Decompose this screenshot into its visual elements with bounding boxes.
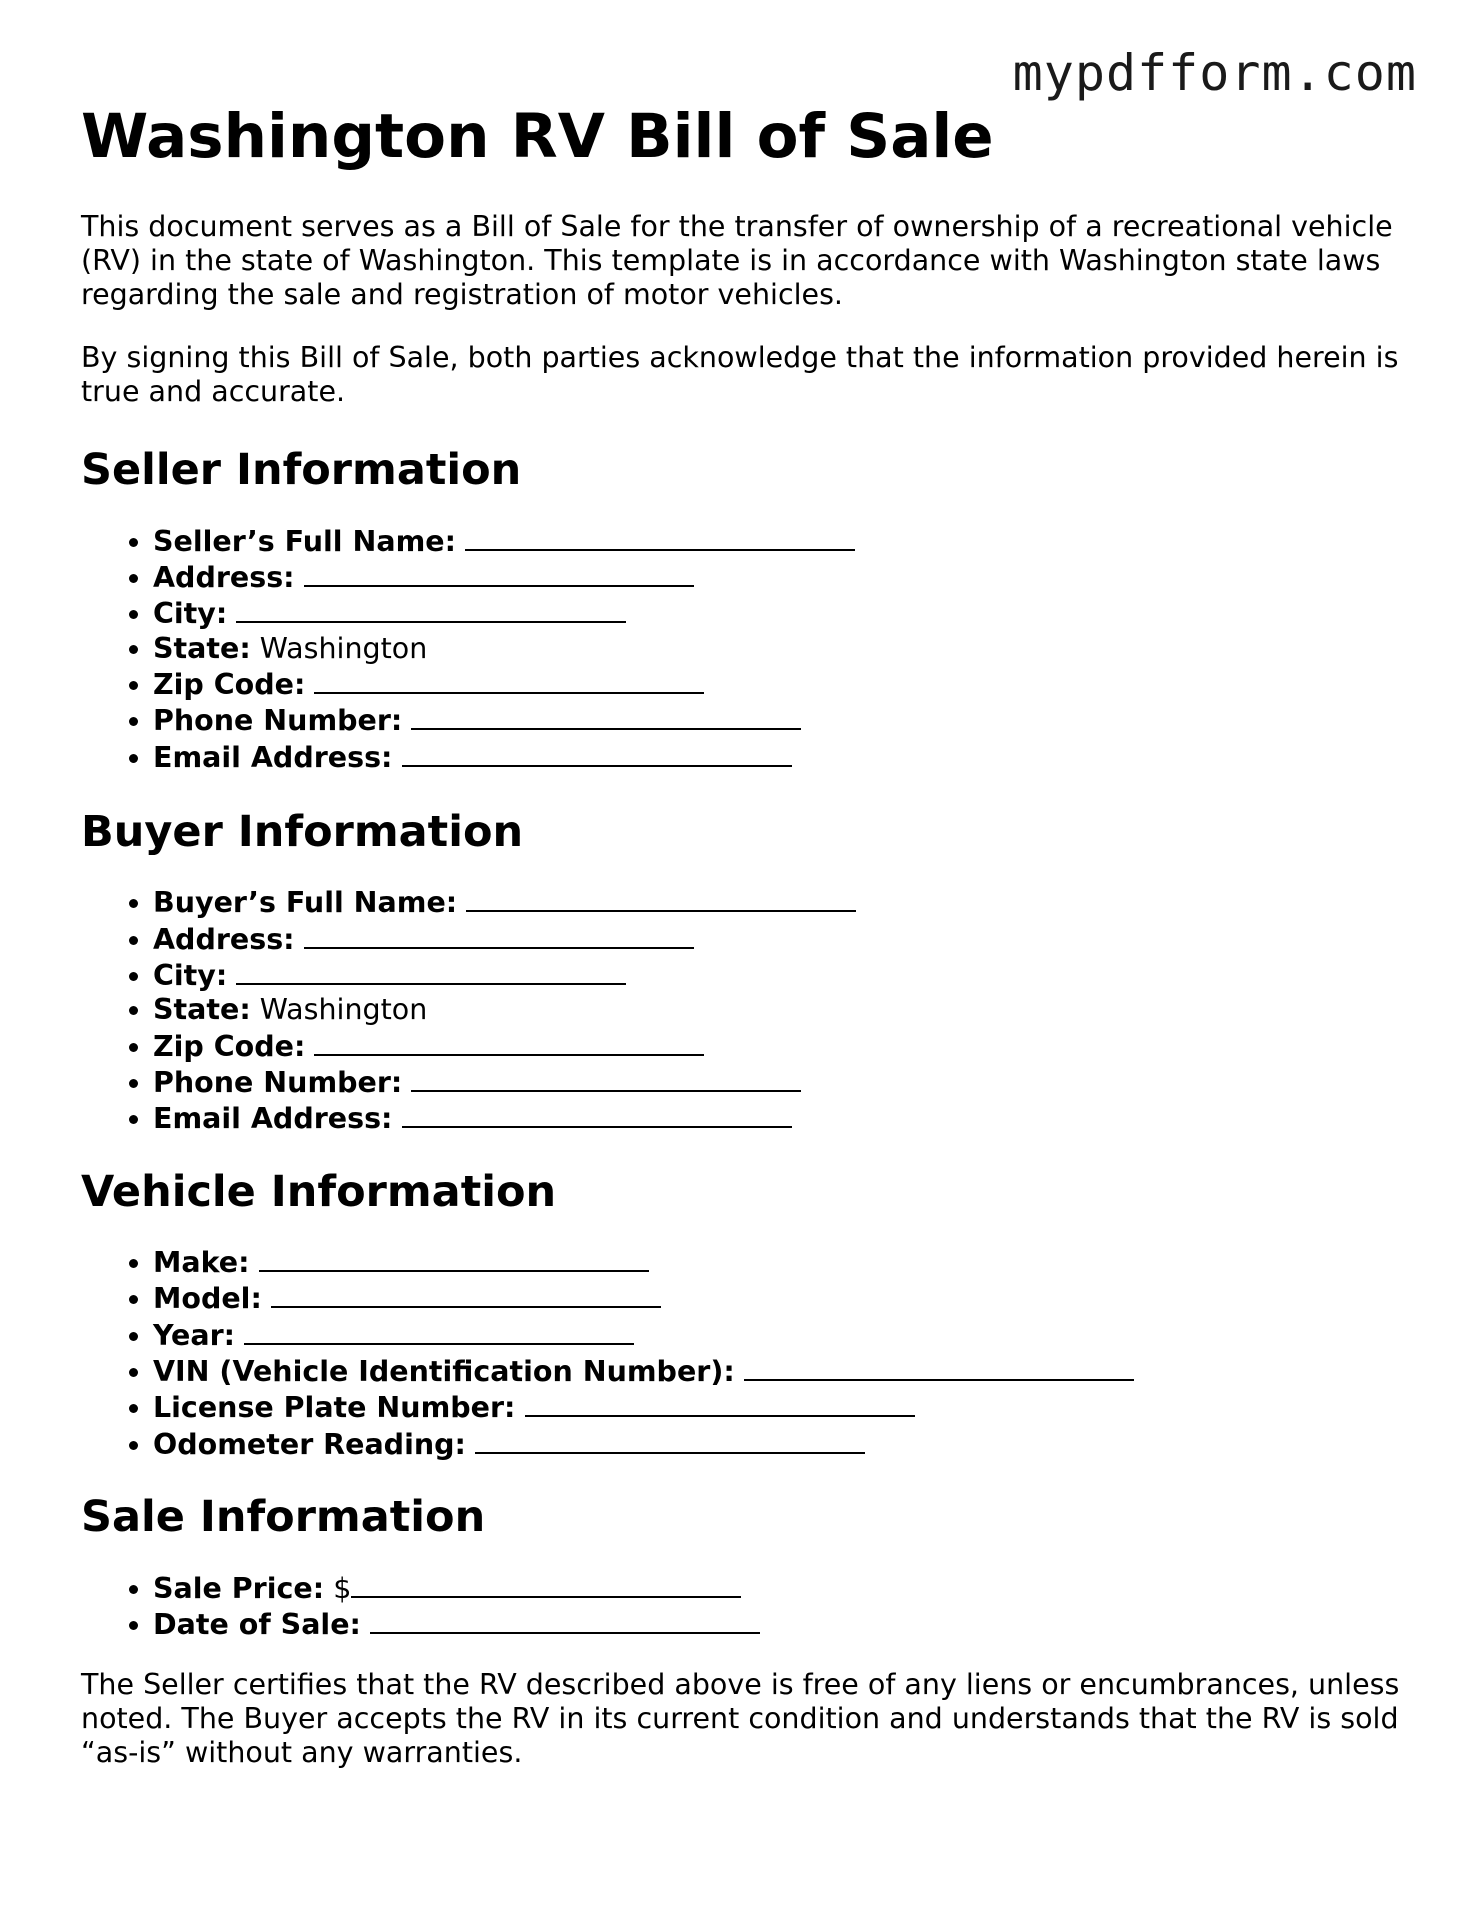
seller-heading: Seller Information (81, 445, 522, 496)
seller-address-field[interactable]: • Address: (153, 559, 1401, 595)
blank-line[interactable] (402, 1100, 792, 1128)
sale-fields (81, 1570, 1401, 1643)
intro-paragraph: This document serves as a Bill of Sale for the transfer of ownership of a recreational vehicle (RV) in the state of Washington. This template is in accordance with Washington state laws regarding the sale and registration of motor vehicles. (81, 210, 1393, 312)
vehicle-plate-field[interactable]: • License Plate Number: (153, 1389, 1401, 1425)
seller-phone-field[interactable]: • Phone Number: (153, 702, 1401, 738)
sale-date-field[interactable]: • Date of Sale: (153, 1606, 1401, 1642)
buyer-city-field[interactable]: • City: (153, 957, 1401, 993)
buyer-phone-field[interactable]: • Phone Number: (153, 1064, 1401, 1100)
vehicle-vin-field[interactable]: • VIN (Vehicle Identification Number): (153, 1353, 1401, 1389)
seller-state-value: Washington (259, 631, 428, 665)
buyer-heading: Buyer Information (81, 806, 524, 857)
buyer-fields (81, 884, 1401, 1136)
document (81, 100, 1401, 1770)
watermark: mypdfform.com (1012, 44, 1417, 102)
blank-line[interactable] (244, 1317, 634, 1345)
blank-line[interactable] (304, 921, 694, 949)
blank-line[interactable] (236, 957, 626, 985)
buyer-zip-field[interactable]: • Zip Code: (153, 1028, 1401, 1064)
seller-email-field[interactable]: • Email Address: (153, 739, 1401, 775)
buyer-state-field: • State: Washington (153, 993, 1401, 1027)
buyer-full-name-field[interactable]: • Buyer’s Full Name: (153, 884, 1401, 920)
vehicle-odometer-field[interactable]: • Odometer Reading: (153, 1426, 1401, 1462)
vehicle-model-field[interactable]: • Model: (153, 1280, 1401, 1316)
blank-line[interactable] (259, 1244, 649, 1272)
blank-line[interactable] (465, 523, 855, 551)
blank-line[interactable] (236, 595, 626, 623)
closing-paragraph: The Seller certifies that the RV described above is free of any liens or encumbrances, unless noted. The Buyer accepts the RV in its current condition and understands that the RV is sold “as-is” without any warranties. (81, 1668, 1400, 1770)
buyer-address-field[interactable]: • Address: (153, 921, 1401, 957)
blank-line[interactable] (271, 1280, 661, 1308)
blank-line[interactable] (475, 1426, 865, 1454)
blank-line[interactable] (314, 1028, 704, 1056)
seller-zip-field[interactable]: • Zip Code: (153, 666, 1401, 702)
blank-line[interactable] (304, 559, 694, 587)
vehicle-fields (81, 1244, 1401, 1462)
buyer-state-value: Washington (259, 993, 428, 1027)
vehicle-heading: Vehicle Information (81, 1166, 557, 1217)
page-title: Washington RV Bill of Sale (81, 101, 994, 172)
blank-line[interactable] (525, 1389, 915, 1417)
blank-line[interactable] (411, 1064, 801, 1092)
blank-line[interactable] (411, 702, 801, 730)
acknowledgement-paragraph: By signing this Bill of Sale, both parties acknowledge that the information provided herein is true and accurate. (81, 341, 1399, 409)
blank-line[interactable] (370, 1606, 760, 1634)
seller-state-field: • State: Washington (153, 632, 1401, 666)
sale-price-field[interactable]: • Sale Price: $ (153, 1570, 1401, 1606)
blank-line[interactable] (744, 1353, 1134, 1381)
dollar-prefix: $ (333, 1571, 352, 1605)
sale-heading: Sale Information (81, 1491, 486, 1542)
seller-fields (81, 523, 1401, 775)
seller-city-field[interactable]: • City: (153, 595, 1401, 631)
vehicle-make-field[interactable]: • Make: (153, 1244, 1401, 1280)
vehicle-year-field[interactable]: • Year: (153, 1317, 1401, 1353)
blank-line[interactable] (351, 1570, 741, 1598)
seller-full-name-field[interactable]: • Seller’s Full Name: (153, 523, 1401, 559)
blank-line[interactable] (314, 666, 704, 694)
buyer-email-field[interactable]: • Email Address: (153, 1100, 1401, 1136)
blank-line[interactable] (402, 739, 792, 767)
blank-line[interactable] (466, 884, 856, 912)
